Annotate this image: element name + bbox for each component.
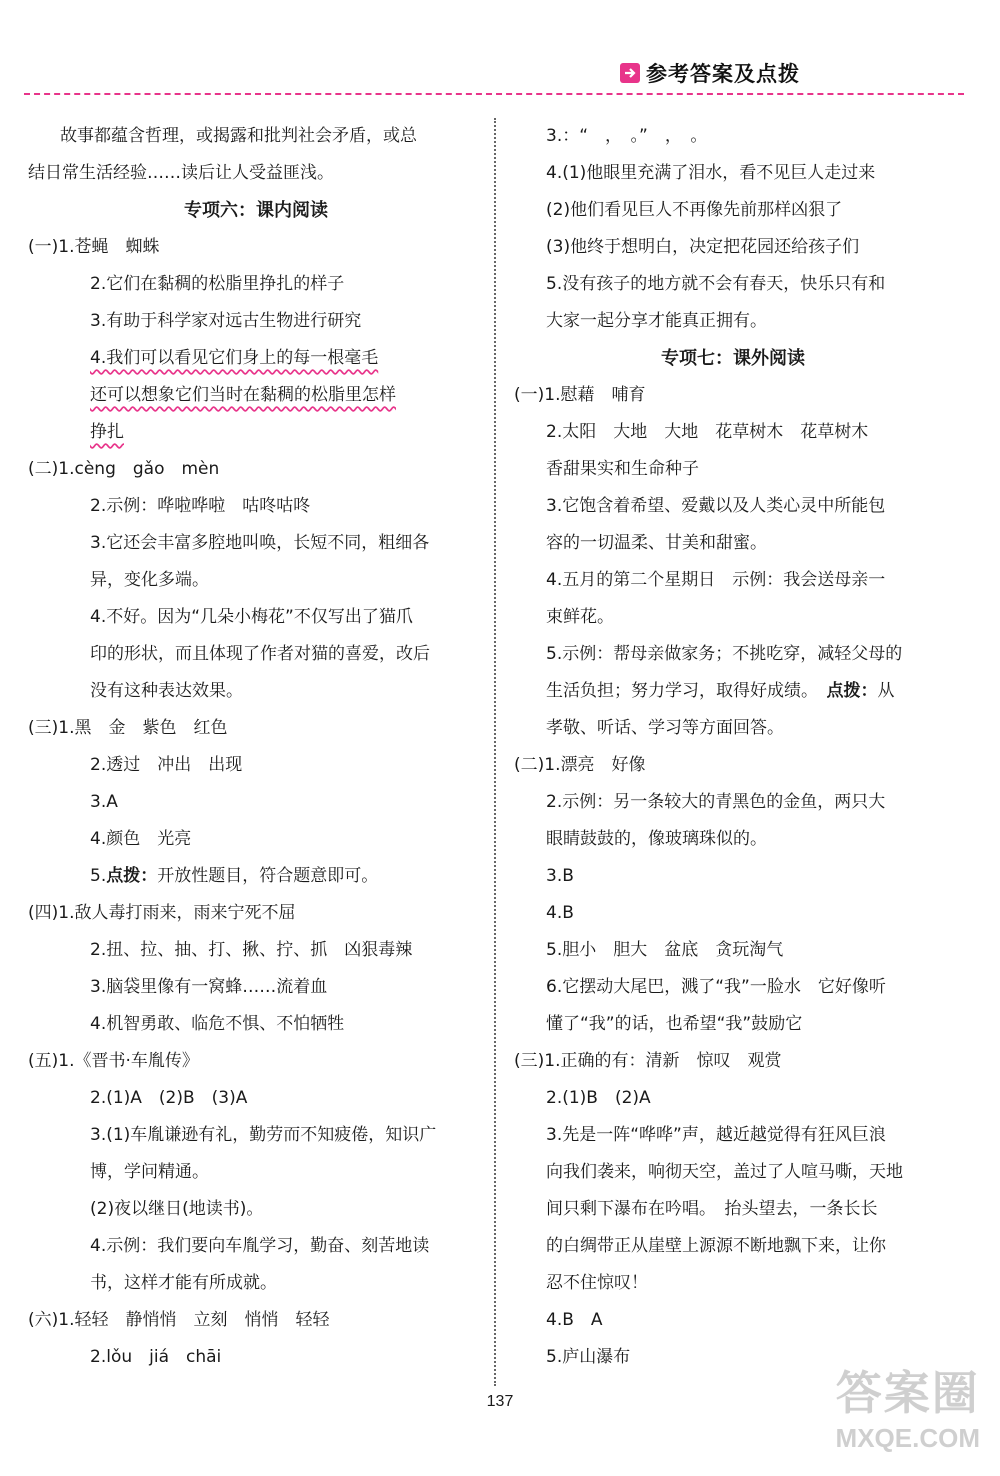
answer-line: (3)他终于想明白，决定把花园还给孩子们 bbox=[546, 237, 860, 257]
answer-line: 4.(1)他眼里充满了泪水，看不见巨人走过来 bbox=[546, 163, 876, 183]
answer-line: 孝敬、听话、学习等方面回答。 bbox=[546, 718, 784, 738]
text-line: 故事都蕴含哲理，或揭露和批判社会矛盾，或总 bbox=[60, 126, 417, 146]
answer-line: 4.B A bbox=[546, 1310, 603, 1330]
page-number: 137 bbox=[486, 1393, 514, 1410]
answer-line bbox=[28, 377, 484, 414]
answer-line: 间只剩下瀑布在吟唱。 抬头望去，一条长长 bbox=[546, 1199, 878, 1219]
answer-line: 4.不好。因为“几朵小梅花”不仅写出了猫爪 bbox=[90, 607, 413, 627]
answer-line: (一)1.慰藉 哺育 bbox=[514, 385, 646, 405]
answer-line: 容的一切温柔、甘美和甜蜜。 bbox=[546, 533, 767, 553]
page-header bbox=[620, 56, 800, 90]
column-divider bbox=[494, 118, 496, 1386]
text-line: 结日常生活经验……读后让人受益匪浅。 bbox=[28, 163, 334, 183]
answer-prefix: 5. bbox=[90, 866, 107, 886]
answer-line bbox=[28, 414, 484, 451]
answer-line: 束鲜花。 bbox=[546, 607, 614, 627]
answer-line: 2.透过 冲出 出现 bbox=[90, 755, 243, 775]
answer-line: 4.示例：我们要向车胤学习，勤奋、刻苦地读 bbox=[90, 1236, 430, 1256]
answer-line: 印的形状，而且体现了作者对猫的喜爱，改后 bbox=[90, 644, 430, 664]
answer-line: 2.扭、拉、抽、打、揪、拧、抓 凶狠毒辣 bbox=[90, 940, 413, 960]
answer-line: 懂了“我”的话，也希望“我”鼓励它 bbox=[546, 1014, 803, 1034]
left-column bbox=[28, 118, 484, 1376]
answer-line bbox=[514, 673, 952, 710]
answer-line: (四)1.敌人毒打雨来，雨来宁死不屈 bbox=[28, 903, 296, 923]
right-column bbox=[514, 118, 952, 1376]
answer-line: 5.示例：帮母亲做家务；不挑吃穿，减轻父母的 bbox=[546, 644, 903, 664]
answer-line: 5.没有孩子的地方就不会有春天，快乐只有和 bbox=[546, 274, 886, 294]
answer-line: 3.有助于科学家对远古生物进行研究 bbox=[90, 311, 362, 331]
answer-line: 4.B bbox=[546, 903, 574, 923]
answer-text: 开放性题目，符合题意即可。 bbox=[157, 866, 379, 886]
answer-line: 异，变化多端。 bbox=[90, 570, 209, 590]
watermark-logo: 答案圈 bbox=[835, 1366, 980, 1420]
answer-line: (二)1.cèng gǎo mèn bbox=[28, 459, 220, 479]
answer-line: 3.(1)车胤谦逊有礼，勤劳而不知疲倦，知识广 bbox=[90, 1125, 437, 1145]
answer-line: 2.太阳 大地 大地 花草树木 花草树木 bbox=[546, 422, 869, 442]
answer-line: 5.庐山瀑布 bbox=[546, 1347, 631, 1367]
answer-line: (2)夜以继日(地读书)。 bbox=[90, 1199, 264, 1219]
answer-line: 2.它们在黏稠的松脂里挣扎的样子 bbox=[90, 274, 345, 294]
answer-line: 3.它还会丰富多腔地叫唤，长短不同，粗细各 bbox=[90, 533, 430, 553]
answer-line: 3.脑袋里像有一窝蜂……流着血 bbox=[90, 977, 328, 997]
answer-line: (六)1.轻轻 静悄悄 立刻 悄悄 轻轻 bbox=[28, 1310, 330, 1330]
answer-line: (2)他们看见巨人不再像先前那样凶狠了 bbox=[546, 200, 843, 220]
underlined-text: 4.我们可以看见它们身上的每一根毫毛 bbox=[90, 348, 379, 368]
arrow-right-icon bbox=[620, 63, 640, 83]
section-title: 专项六：课内阅读 bbox=[184, 200, 328, 221]
header-title: 参考答案及点拨 bbox=[646, 62, 800, 86]
answer-line: 4.颜色 光亮 bbox=[90, 829, 192, 849]
answer-line: 6.它摆动大尾巴，溅了“我”一脸水 它好像听 bbox=[546, 977, 886, 997]
answer-line: 3.先是一阵“哗哗”声，越近越觉得有狂风巨浪 bbox=[546, 1125, 886, 1145]
answer-line: (三)1.正确的有：清新 惊叹 观赏 bbox=[514, 1051, 782, 1071]
answer-line: 3.：“ ， 。” ， 。 bbox=[546, 126, 708, 146]
answer-line: 书，这样才能有所成就。 bbox=[90, 1273, 277, 1293]
answer-line: 3.它饱含着希望、爱戴以及人类心灵中所能包 bbox=[546, 496, 886, 516]
hint-label: 点拨： bbox=[826, 681, 878, 701]
answer-line: 2.(1)B (2)A bbox=[546, 1088, 651, 1108]
section-title: 专项七：课外阅读 bbox=[661, 348, 805, 369]
hint-label: 点拨： bbox=[106, 866, 158, 886]
answer-line: 3.A bbox=[90, 792, 118, 812]
answer-line: 忍不住惊叹！ bbox=[546, 1273, 648, 1293]
answer-line: 3.B bbox=[546, 866, 574, 886]
answer-line: 5.胆小 胆大 盆底 贪玩淘气 bbox=[546, 940, 784, 960]
answer-line: 2.示例：哗啦哗啦 咕咚咕咚 bbox=[90, 496, 311, 516]
underlined-text: 挣扎 bbox=[90, 422, 124, 442]
answer-text: 从 bbox=[877, 681, 895, 701]
answer-line: (五)1.《晋书·车胤传》 bbox=[28, 1051, 199, 1071]
header-divider bbox=[24, 93, 964, 95]
answer-line bbox=[28, 340, 484, 377]
answer-line: 香甜果实和生命种子 bbox=[546, 459, 699, 479]
answer-line: (三)1.黑 金 紫色 红色 bbox=[28, 718, 228, 738]
answer-line: 的白绸带正从崖壁上源源不断地飘下来，让你 bbox=[546, 1236, 886, 1256]
answer-line: 2.lǒu jiá chāi bbox=[90, 1347, 222, 1367]
answer-line: 博，学问精通。 bbox=[90, 1162, 209, 1182]
answer-line: 2.(1)A (2)B (3)A bbox=[90, 1088, 248, 1108]
answer-line: 4.五月的第二个星期日 示例：我会送母亲一 bbox=[546, 570, 886, 590]
answer-line: 大家一起分享才能真正拥有。 bbox=[546, 311, 767, 331]
answer-line: (二)1.漂亮 好像 bbox=[514, 755, 646, 775]
answer-line: 4.机智勇敢、临危不惧、不怕牺牲 bbox=[90, 1014, 345, 1034]
site-watermark bbox=[836, 1357, 980, 1454]
answer-line: 2.示例：另一条较大的青黑色的金鱼，两只大 bbox=[546, 792, 886, 812]
answer-text: 生活负担；努力学习，取得好成绩。 bbox=[546, 681, 827, 701]
underlined-text: 还可以想象它们当时在黏稠的松脂里怎样 bbox=[90, 385, 396, 405]
answer-line bbox=[28, 858, 484, 895]
answer-line: 眼睛鼓鼓的，像玻璃珠似的。 bbox=[546, 829, 767, 849]
answer-line: 向我们袭来，响彻天空，盖过了人喧马嘶，天地 bbox=[546, 1162, 903, 1182]
watermark-url: MXQE.COM bbox=[835, 1423, 980, 1453]
answer-line: 没有这种表达效果。 bbox=[90, 681, 243, 701]
answer-line: (一)1.苍蝇 蜘蛛 bbox=[28, 237, 160, 257]
